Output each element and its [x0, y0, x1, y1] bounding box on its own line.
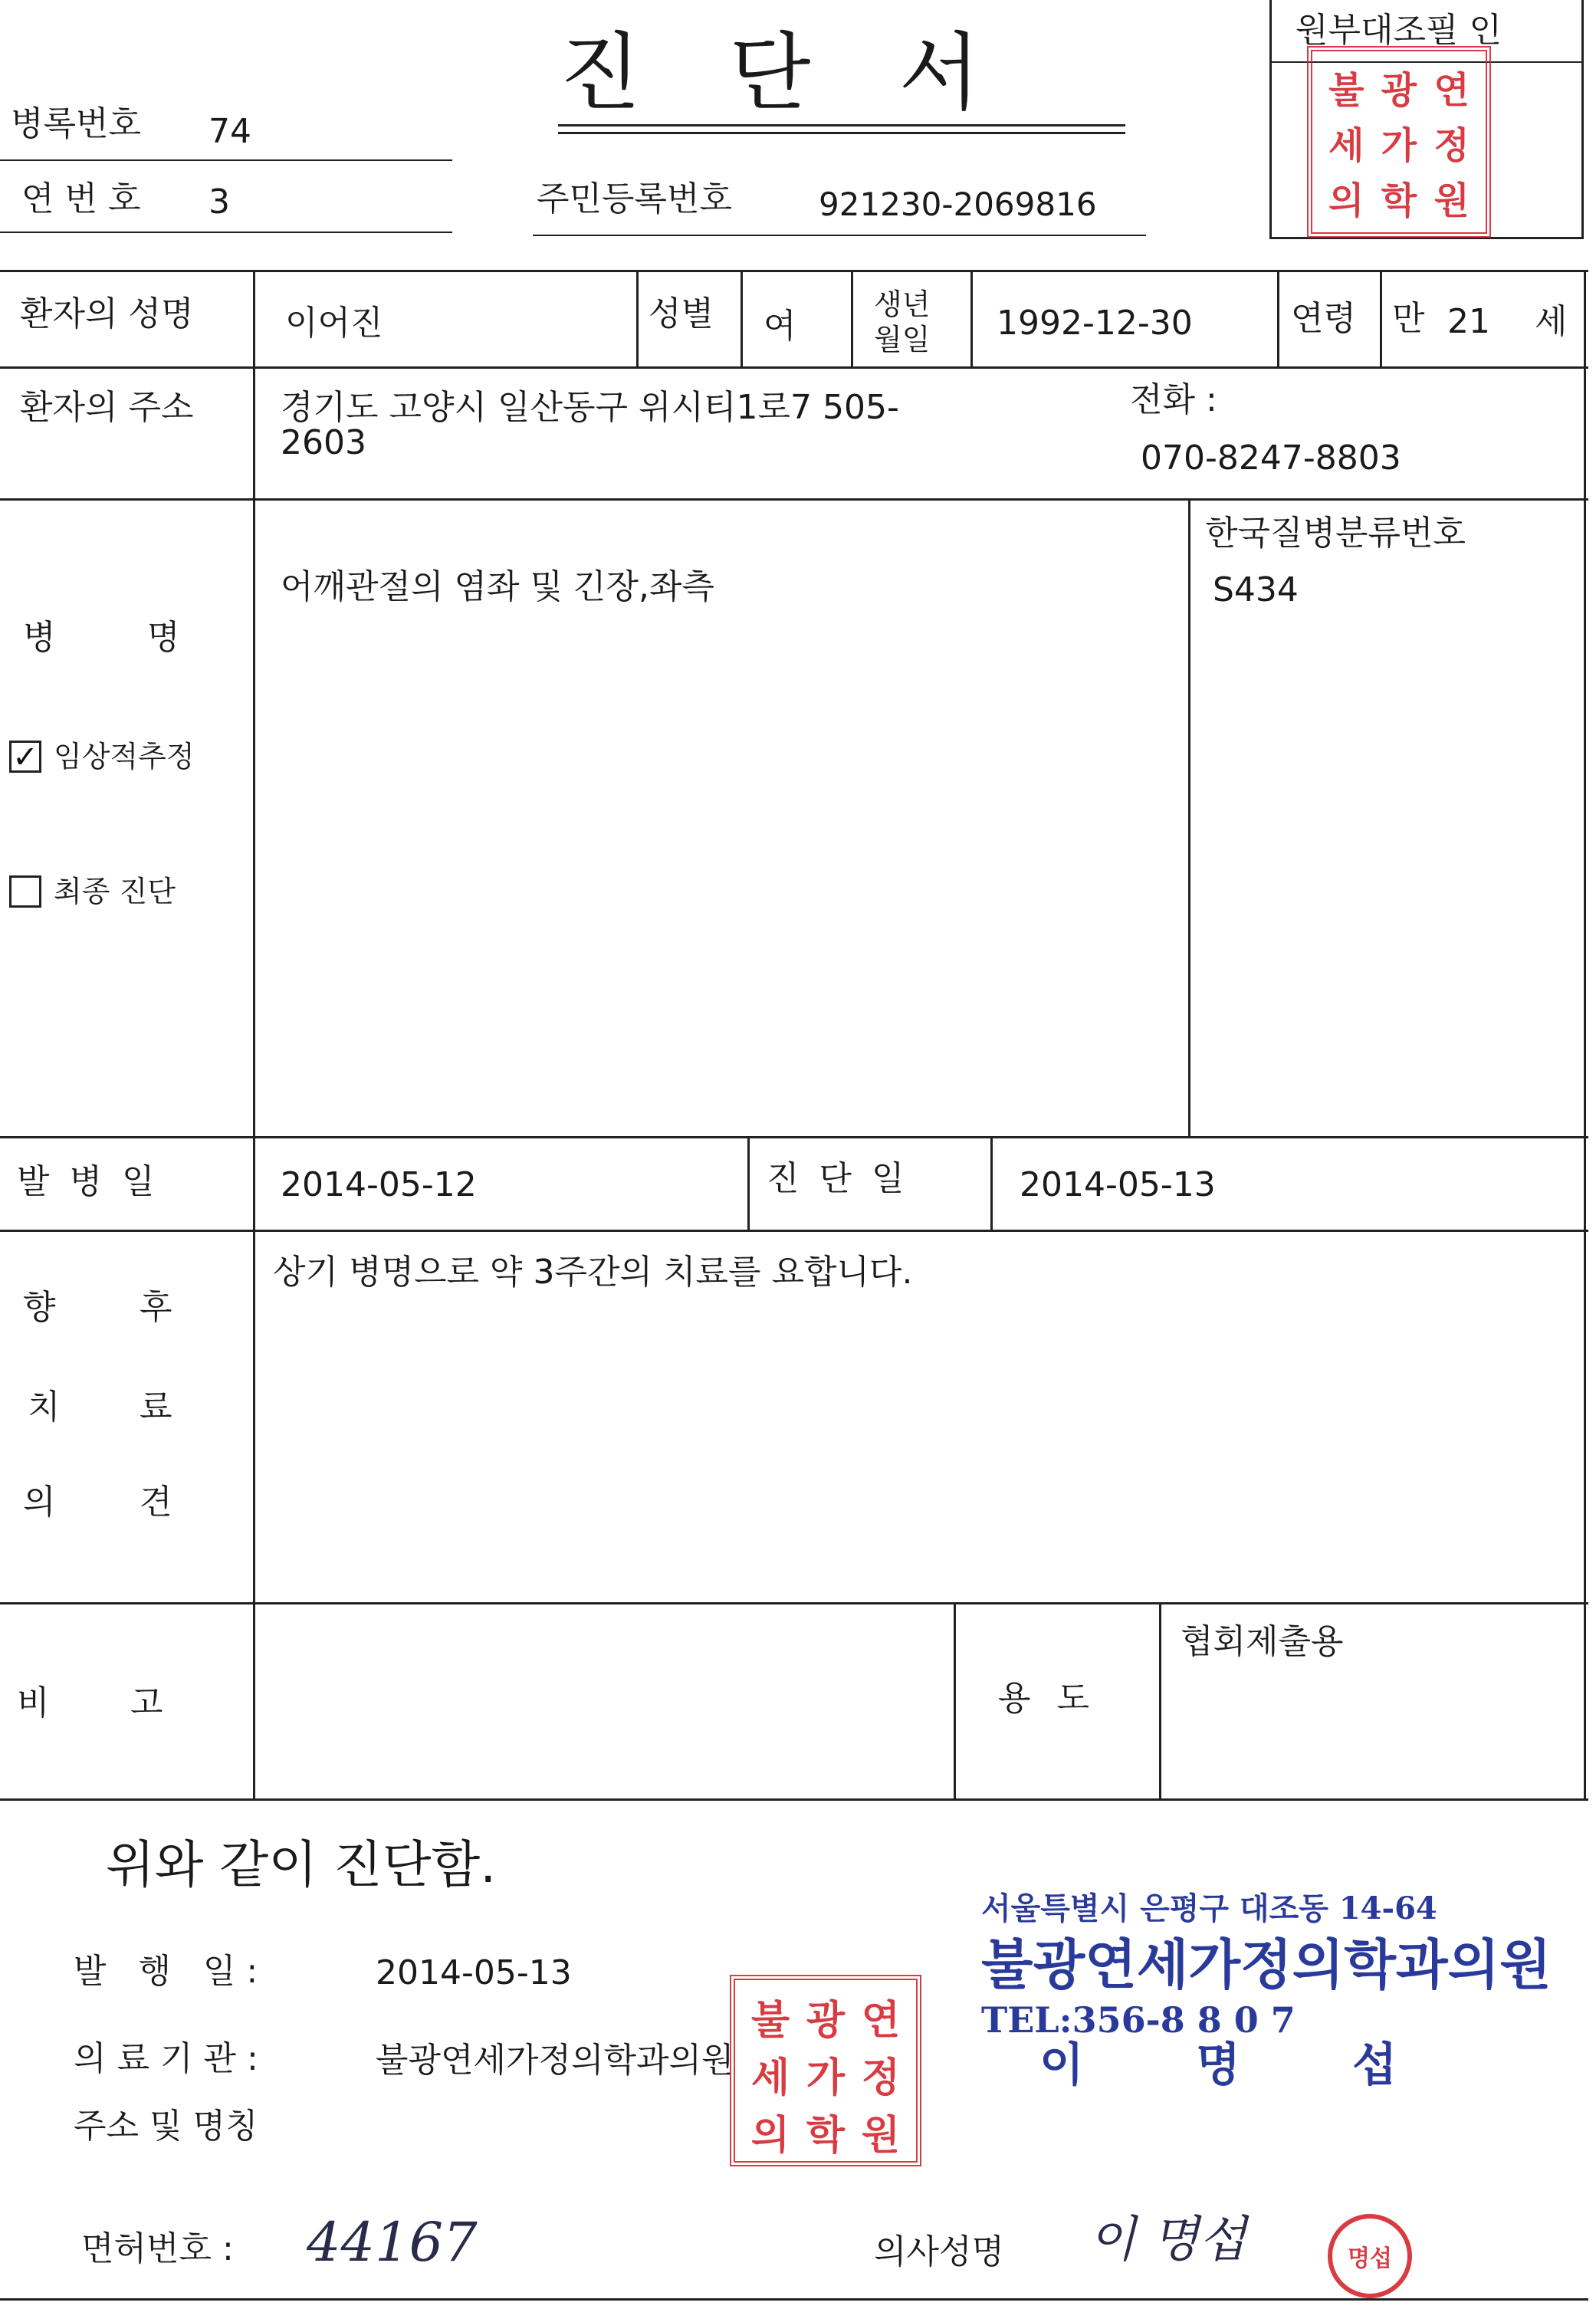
row-line: [0, 2298, 1588, 2301]
clinical-checkbox[interactable]: ✓: [9, 741, 41, 773]
record-no-label: 병록번호: [11, 104, 142, 143]
seal-char: 학: [1381, 179, 1417, 222]
name-label: 환자의 성명: [20, 294, 194, 333]
record-no-value: 74: [209, 112, 251, 151]
doctor-name-seal: 명섭: [1328, 2214, 1412, 2298]
name-value: 이어진: [285, 304, 383, 343]
seal-char: 정: [1433, 123, 1470, 167]
col-line: [1159, 1602, 1161, 1798]
dob-value: 1992-12-30: [997, 304, 1193, 343]
kcd-label: 한국질병분류번호: [1205, 514, 1466, 553]
seal-char: 연: [861, 1997, 901, 2044]
bottom-red-seal: [730, 1975, 921, 2166]
stamp-tel: TEL:356-8 8 0 7: [981, 1999, 1296, 2041]
serial-label: 연 번 호: [21, 179, 141, 218]
seal-char: 원: [861, 2112, 901, 2159]
dob-label-1: 생년: [874, 287, 931, 321]
phone-value: 070-8247-8803: [1141, 438, 1401, 478]
opinion-label: 의: [23, 1483, 56, 1522]
purpose-value: 협회제출용: [1181, 1622, 1344, 1661]
row-line: [0, 1602, 1588, 1604]
seal-char: 정: [861, 2054, 901, 2101]
issue-date-label: 발 행 일 :: [74, 1952, 258, 1991]
stamp-clinic: 불광연세가정의학과의원: [981, 1933, 1552, 1996]
seal-char: 불: [750, 1997, 790, 2044]
row-line: [0, 1230, 1588, 1232]
address-label: 환자의 주소: [20, 388, 194, 427]
opinion-label: 향: [23, 1288, 56, 1327]
rrn-underline: [533, 235, 1146, 236]
seal-char: 세: [1328, 123, 1364, 167]
license-label: 면허번호 :: [81, 2229, 234, 2268]
table-right-border: [1584, 270, 1586, 1798]
remarks-label: 비: [17, 1683, 50, 1723]
label-column-divider: [253, 270, 255, 1798]
final-label: 최종 진단: [54, 875, 176, 908]
address-name-label: 주소 및 명칭: [74, 2107, 258, 2146]
serial-value: 3: [209, 182, 230, 222]
col-line: [990, 1136, 993, 1230]
clinical-label: 임상적추정: [54, 740, 195, 773]
rrn-label: 주민등록번호: [537, 179, 733, 218]
age-suffix: 세: [1535, 302, 1568, 341]
opinion-label: 료: [140, 1388, 172, 1427]
kcd-code: S434: [1213, 570, 1299, 609]
seal-char: 연: [1433, 68, 1470, 112]
top-red-seal: [1307, 46, 1491, 238]
address-line2: 2603: [281, 423, 366, 462]
seal-char: 의: [1328, 179, 1364, 222]
statement: 위와 같이 진단함.: [106, 1835, 497, 1894]
seal-char: 광: [1381, 68, 1417, 112]
row-line: [0, 498, 1588, 501]
col-line: [636, 270, 639, 366]
age-label: 연령: [1291, 299, 1357, 338]
col-line: [1277, 270, 1279, 366]
seal-char: 불: [1328, 68, 1364, 112]
seal-char: 세: [750, 2054, 790, 2101]
seal-char: 학: [806, 2112, 846, 2159]
col-line: [1380, 270, 1382, 366]
disease-value: 어깨관절의 염좌 및 긴장,좌측: [281, 567, 714, 606]
original-check-label: 원부대조필 인: [1296, 11, 1502, 50]
age-value: 21: [1447, 302, 1490, 341]
age-prefix: 만: [1392, 299, 1425, 338]
final-checkbox[interactable]: [9, 875, 41, 908]
col-line: [954, 1602, 956, 1798]
institution-label: 의 료 기 관 :: [74, 2039, 258, 2078]
doctor-signature: 이 명섭: [1089, 2212, 1246, 2268]
stamp-name: 이 명 섭: [1039, 2038, 1397, 2092]
disease-label-2: 명: [147, 618, 180, 657]
title-underline-2: [558, 132, 1125, 134]
opinion-label: 치: [28, 1388, 61, 1427]
title-underline-1: [558, 124, 1125, 126]
col-line: [747, 1136, 750, 1230]
seal-char: 의: [750, 2112, 790, 2159]
seal-char: 광: [806, 1997, 846, 2044]
opinion-label: 후: [140, 1288, 172, 1327]
col-line: [741, 270, 743, 366]
stamp-address: 서울특별시 은평구 대조동 14-64: [981, 1890, 1437, 1926]
onset-value: 2014-05-12: [281, 1165, 477, 1204]
col-line: [851, 270, 853, 366]
opinion-label: 견: [140, 1483, 172, 1522]
diag-date-label: 진 단 일: [767, 1159, 909, 1198]
doctor-label: 의사성명: [874, 2232, 1005, 2271]
issue-date-value: 2014-05-13: [376, 1953, 572, 1992]
document-title: 진 단 서: [560, 24, 1011, 122]
address-line1: 경기도 고양시 일산동구 위시티1로7 505-: [281, 388, 899, 427]
serial-underline: [0, 232, 452, 233]
purpose-label: 용 도: [998, 1679, 1097, 1718]
onset-label: 발 병 일: [17, 1162, 159, 1201]
row-line: [0, 270, 1588, 272]
license-value: 44167: [307, 2211, 478, 2274]
col-line: [970, 270, 973, 366]
row-line: [0, 1798, 1588, 1801]
row-line: [0, 366, 1588, 369]
phone-label: 전화 :: [1130, 380, 1217, 419]
dob-label-2: 월일: [874, 323, 931, 356]
diag-date-value: 2014-05-13: [1020, 1165, 1216, 1204]
record-no-underline: [0, 159, 452, 161]
sex-value: 여: [764, 307, 796, 346]
col-line: [1188, 498, 1190, 1136]
opinion-text: 상기 병명으로 약 3주간의 치료를 요합니다.: [273, 1253, 913, 1292]
remarks-label: 고: [130, 1683, 163, 1723]
sex-label: 성별: [649, 294, 714, 333]
rrn-value: 921230-2069816: [819, 186, 1097, 223]
row-line: [0, 1136, 1588, 1138]
seal-char: 원: [1433, 179, 1470, 222]
seal-char: 가: [1381, 123, 1417, 167]
disease-label-1: 병: [23, 618, 56, 657]
institution-value: 불광연세가정의학과의원: [376, 2041, 734, 2080]
seal-char: 가: [806, 2054, 846, 2101]
